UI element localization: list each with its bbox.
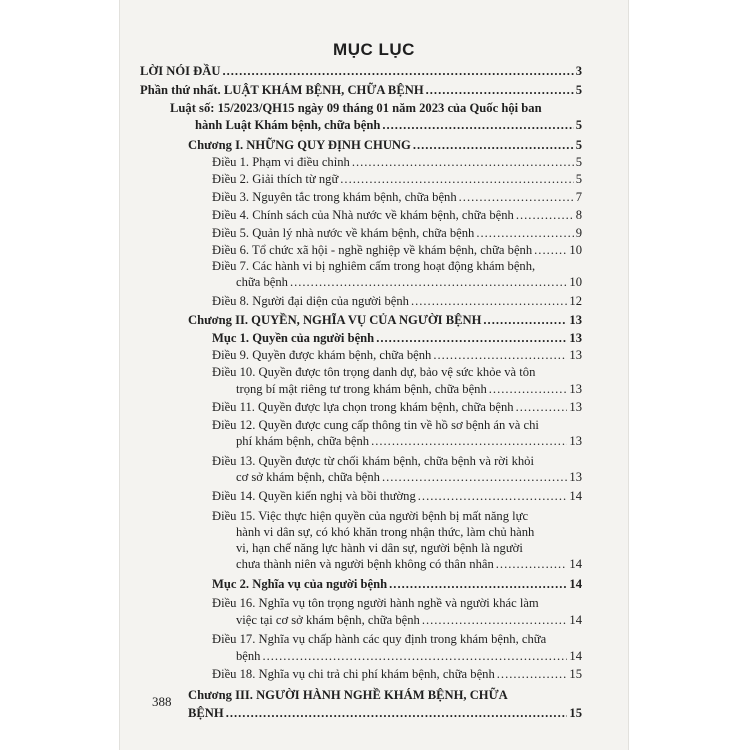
toc-entry-text: LỜI NÓI ĐẦU <box>140 64 221 78</box>
dot-leader <box>496 557 568 572</box>
toc-entry-page: 14 <box>569 557 582 571</box>
toc-entry <box>236 382 582 397</box>
dot-leader <box>222 64 573 79</box>
toc-entry-page: 15 <box>569 667 582 681</box>
dot-leader <box>290 275 567 290</box>
toc-entry <box>236 525 534 540</box>
toc-entry-text: chưa thành niên và người bệnh không có thân nhân <box>236 557 494 571</box>
toc-entry <box>212 509 528 524</box>
dot-leader <box>476 226 573 241</box>
dot-leader <box>516 400 568 415</box>
toc-entry <box>212 400 582 415</box>
dot-leader <box>534 243 567 258</box>
toc-entry-text: bệnh <box>236 649 261 663</box>
dot-leader <box>352 155 574 170</box>
toc-entry <box>212 190 582 205</box>
toc-entry-text: Phần thứ nhất. LUẬT KHÁM BỆNH, CHỮA BỆNH <box>140 83 424 97</box>
toc-entry <box>236 541 523 556</box>
toc-entry-page: 9 <box>575 226 582 240</box>
toc-entry-text: Điều 14. Quyền kiến nghị và bồi thường <box>212 489 416 503</box>
dot-leader <box>497 667 568 682</box>
toc-entry-page: 14 <box>569 489 582 503</box>
toc-entry-page: 5 <box>575 83 582 97</box>
toc-entry-text: Điều 13. Quyền được từ chối khám bệnh, chữa bệnh và rời khỏi <box>212 454 534 468</box>
toc-entry-page: 13 <box>569 331 582 345</box>
page-title: MỤC LỤC <box>333 40 415 59</box>
toc-entry <box>188 313 582 328</box>
toc-entry-page: 13 <box>569 313 582 327</box>
toc-entry-text: Điều 8. Người đại diện của người bệnh <box>212 294 409 308</box>
toc-entry <box>236 470 582 485</box>
toc-entry-text: cơ sở khám bệnh, chữa bệnh <box>236 470 380 484</box>
toc-entry-text: hành Luật Khám bệnh, chữa bệnh <box>195 118 381 132</box>
toc-entry <box>212 226 582 241</box>
toc-entry <box>195 118 582 133</box>
dot-leader <box>376 331 567 346</box>
toc-entry-text: Điều 16. Nghĩa vụ tôn trọng người hành nghề và người khác làm <box>212 596 539 610</box>
toc-entry-text: Luật số: 15/2023/QH15 ngày 09 tháng 01 năm 2023 của Quốc hội ban <box>170 101 542 115</box>
toc-entry-page: 13 <box>569 348 582 362</box>
dot-leader <box>459 190 574 205</box>
toc-entry-text: Điều 10. Quyền được tôn trọng danh dự, bảo vệ sức khỏe và tôn <box>212 365 536 379</box>
toc-entry <box>212 577 582 592</box>
toc-entry <box>212 667 582 682</box>
toc-entry <box>236 649 582 664</box>
toc-entry <box>212 259 535 274</box>
toc-entry-page: 15 <box>569 706 582 720</box>
toc-entry-page: 14 <box>569 613 582 627</box>
toc-entry-page: 13 <box>569 382 582 396</box>
dot-leader <box>382 470 567 485</box>
toc-entry <box>188 706 582 721</box>
toc-entry-page: 12 <box>569 294 582 308</box>
toc-entry-page: 8 <box>575 208 582 222</box>
toc-entry-text: BỆNH <box>188 706 224 720</box>
toc-entry <box>212 632 546 647</box>
toc-entry-text: Điều 12. Quyền được cung cấp thông tin về hồ sơ bệnh án và chi <box>212 418 539 432</box>
dot-leader <box>418 489 568 504</box>
toc-entry <box>212 489 582 504</box>
toc-entry-text: vi, hạn chế năng lực hành vi dân sự, người bệnh là người <box>236 541 523 555</box>
toc-entry <box>212 155 582 170</box>
toc-entry-page: 13 <box>569 434 582 448</box>
toc-entry <box>236 275 582 290</box>
dot-leader <box>389 577 567 592</box>
toc-entry-text: trọng bí mật riêng tư trong khám bệnh, chữa bệnh <box>236 382 487 396</box>
toc-entry-text: chữa bệnh <box>236 275 288 289</box>
dot-leader <box>226 706 568 721</box>
dot-leader <box>340 172 573 187</box>
toc-entry <box>170 101 542 116</box>
toc-entry-page: 3 <box>575 64 582 78</box>
toc-entry-page: 7 <box>575 190 582 204</box>
dot-leader <box>411 294 567 309</box>
toc-entry-text: phí khám bệnh, chữa bệnh <box>236 434 370 448</box>
toc-entry-text: Chương III. NGƯỜI HÀNH NGHỀ KHÁM BỆNH, CHỮA <box>188 688 508 702</box>
toc-entry-page: 10 <box>569 243 582 257</box>
toc-entry <box>236 613 582 628</box>
dot-leader <box>413 138 574 153</box>
dot-leader <box>483 313 567 328</box>
toc-entry <box>212 348 582 363</box>
toc-entry-text: Điều 9. Quyền được khám bệnh, chữa bệnh <box>212 348 432 362</box>
toc-entry <box>212 331 582 346</box>
toc-entry <box>212 243 582 258</box>
toc-entry-text: Điều 2. Giải thích từ ngữ <box>212 172 339 186</box>
toc-entry-text: việc tại cơ sở khám bệnh, chữa bệnh <box>236 613 420 627</box>
toc-entry-text: Điều 18. Nghĩa vụ chi trả chi phí khám bệnh, chữa bệnh <box>212 667 495 681</box>
toc-entry <box>140 64 582 79</box>
dot-leader <box>426 83 574 98</box>
toc-entry-page: 5 <box>575 138 582 152</box>
toc-entry <box>236 434 582 449</box>
toc-entry-page: 13 <box>569 470 582 484</box>
toc-entry-page: 5 <box>575 172 582 186</box>
toc-entry-text: Điều 11. Quyền được lựa chọn trong khám bệnh, chữa bệnh <box>212 400 514 414</box>
toc-entry-page: 10 <box>569 275 582 289</box>
page-number: 388 <box>152 694 172 709</box>
toc-entry-text: Điều 17. Nghĩa vụ chấp hành các quy định trong khám bệnh, chữa <box>212 632 547 646</box>
dot-leader <box>433 348 567 363</box>
toc-entry <box>212 294 582 309</box>
dot-leader <box>516 208 574 223</box>
toc-entry-page: 14 <box>569 649 582 663</box>
toc-entry <box>212 418 539 433</box>
toc-entry-text: Điều 4. Chính sách của Nhà nước về khám bệnh, chữa bệnh <box>212 208 514 222</box>
toc-entry <box>212 596 539 611</box>
toc-entry-page: 14 <box>569 577 582 591</box>
toc-entry-text: Điều 15. Việc thực hiện quyền của người bệnh bị mất năng lực <box>212 509 529 523</box>
toc-entry <box>236 557 582 572</box>
toc-entry-text: Điều 5. Quản lý nhà nước về khám bệnh, chữa bệnh <box>212 226 475 240</box>
dot-leader <box>382 118 573 133</box>
dot-leader <box>371 434 567 449</box>
toc-entry <box>212 208 582 223</box>
toc-entry-text: Mục 1. Quyền của người bệnh <box>212 331 375 345</box>
toc-entry-text: Mục 2. Nghĩa vụ của người bệnh <box>212 577 388 591</box>
toc-entry-text: Chương II. QUYỀN, NGHĨA VỤ CỦA NGƯỜI BỆNH <box>188 313 482 327</box>
toc-entry <box>212 172 582 187</box>
toc-entry <box>188 138 582 153</box>
toc-entry-text: Điều 7. Các hành vi bị nghiêm cấm trong hoạt động khám bệnh, <box>212 259 536 273</box>
toc-entry <box>212 365 535 380</box>
toc-entry-text: hành vi dân sự, có khó khăn trong nhận thức, làm chủ hành <box>236 525 535 539</box>
toc-entry-text: Điều 6. Tổ chức xã hội - nghề nghiệp về khám bệnh, chữa bệnh <box>212 243 533 257</box>
toc-entry-text: Chương I. NHỮNG QUY ĐỊNH CHUNG <box>188 138 411 152</box>
toc-entry-page: 5 <box>575 155 582 169</box>
toc-entry-text: Điều 3. Nguyên tắc trong khám bệnh, chữa bệnh <box>212 190 457 204</box>
toc-entry-text: Điều 1. Phạm vi điều chỉnh <box>212 155 350 169</box>
toc-entry <box>212 454 534 469</box>
toc-entry <box>188 688 508 703</box>
toc-entry-page: 13 <box>569 400 582 414</box>
toc-entry <box>140 83 582 98</box>
toc-entry-page: 5 <box>575 118 582 132</box>
dot-leader <box>262 649 567 664</box>
dot-leader <box>422 613 568 628</box>
dot-leader <box>489 382 568 397</box>
